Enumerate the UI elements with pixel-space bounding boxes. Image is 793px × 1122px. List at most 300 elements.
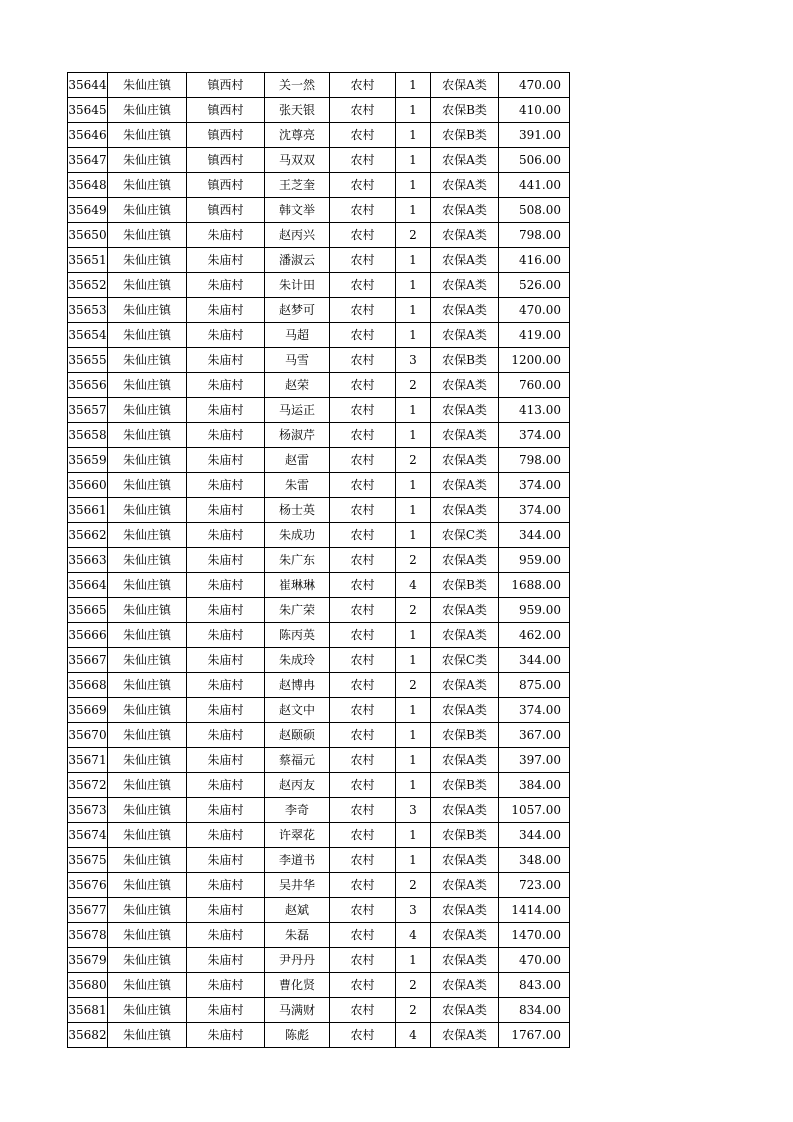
category-cell: 农保B类	[431, 573, 499, 598]
town-cell: 朱仙庄镇	[108, 148, 187, 173]
category-cell: 农保A类	[431, 848, 499, 873]
category-cell: 农保A类	[431, 173, 499, 198]
name-cell: 尹丹丹	[265, 948, 330, 973]
name-cell: 马满财	[265, 998, 330, 1023]
amount-cell: 959.00	[499, 548, 570, 573]
amount-cell: 526.00	[499, 273, 570, 298]
village-cell: 镇西村	[187, 123, 265, 148]
serial-cell: 35665	[68, 598, 108, 623]
area-cell: 农村	[330, 748, 396, 773]
serial-cell: 35674	[68, 823, 108, 848]
household-count-cell: 2	[396, 873, 431, 898]
table-row	[68, 848, 570, 873]
area-cell: 农村	[330, 273, 396, 298]
town-cell: 朱仙庄镇	[108, 198, 187, 223]
name-cell: 陈丙英	[265, 623, 330, 648]
serial-cell: 35670	[68, 723, 108, 748]
name-cell: 赵雷	[265, 448, 330, 473]
amount-cell: 344.00	[499, 823, 570, 848]
village-cell: 朱庙村	[187, 1023, 265, 1048]
household-count-cell: 1	[396, 498, 431, 523]
category-cell: 农保B类	[431, 98, 499, 123]
town-cell: 朱仙庄镇	[108, 623, 187, 648]
village-cell: 朱庙村	[187, 973, 265, 998]
amount-cell: 506.00	[499, 148, 570, 173]
name-cell: 赵梦可	[265, 298, 330, 323]
table-row	[68, 1023, 570, 1048]
household-count-cell: 1	[396, 523, 431, 548]
serial-cell: 35658	[68, 423, 108, 448]
name-cell: 李奇	[265, 798, 330, 823]
category-cell: 农保A类	[431, 398, 499, 423]
category-cell: 农保A类	[431, 148, 499, 173]
village-cell: 镇西村	[187, 73, 265, 98]
serial-cell: 35663	[68, 548, 108, 573]
serial-cell: 35678	[68, 923, 108, 948]
amount-cell: 374.00	[499, 473, 570, 498]
area-cell: 农村	[330, 973, 396, 998]
area-cell: 农村	[330, 373, 396, 398]
name-cell: 赵斌	[265, 898, 330, 923]
name-cell: 朱广荣	[265, 598, 330, 623]
serial-cell: 35662	[68, 523, 108, 548]
area-cell: 农村	[330, 298, 396, 323]
name-cell: 赵荣	[265, 373, 330, 398]
amount-cell: 374.00	[499, 423, 570, 448]
village-cell: 朱庙村	[187, 898, 265, 923]
table-row	[68, 998, 570, 1023]
amount-cell: 1200.00	[499, 348, 570, 373]
table-row	[68, 248, 570, 273]
serial-cell: 35675	[68, 848, 108, 873]
household-count-cell: 1	[396, 248, 431, 273]
table-row	[68, 98, 570, 123]
table-row	[68, 598, 570, 623]
name-cell: 朱成功	[265, 523, 330, 548]
area-cell: 农村	[330, 573, 396, 598]
village-cell: 镇西村	[187, 98, 265, 123]
category-cell: 农保A类	[431, 598, 499, 623]
household-count-cell: 1	[396, 948, 431, 973]
area-cell: 农村	[330, 848, 396, 873]
amount-cell: 1414.00	[499, 898, 570, 923]
name-cell: 关一然	[265, 73, 330, 98]
amount-cell: 834.00	[499, 998, 570, 1023]
area-cell: 农村	[330, 948, 396, 973]
household-count-cell: 2	[396, 223, 431, 248]
amount-cell: 374.00	[499, 498, 570, 523]
serial-cell: 35666	[68, 623, 108, 648]
amount-cell: 760.00	[499, 373, 570, 398]
village-cell: 朱庙村	[187, 648, 265, 673]
village-cell: 朱庙村	[187, 598, 265, 623]
household-count-cell: 1	[396, 123, 431, 148]
category-cell: 农保B类	[431, 348, 499, 373]
village-cell: 朱庙村	[187, 673, 265, 698]
serial-cell: 35681	[68, 998, 108, 1023]
roster-body	[68, 73, 570, 1048]
area-cell: 农村	[330, 173, 396, 198]
household-count-cell: 3	[396, 348, 431, 373]
village-cell: 朱庙村	[187, 398, 265, 423]
table-row	[68, 473, 570, 498]
village-cell: 朱庙村	[187, 823, 265, 848]
table-row	[68, 398, 570, 423]
table-row	[68, 748, 570, 773]
category-cell: 农保B类	[431, 773, 499, 798]
name-cell: 马雪	[265, 348, 330, 373]
village-cell: 朱庙村	[187, 498, 265, 523]
village-cell: 朱庙村	[187, 848, 265, 873]
household-count-cell: 2	[396, 548, 431, 573]
serial-cell: 35651	[68, 248, 108, 273]
household-count-cell: 1	[396, 623, 431, 648]
category-cell: 农保A类	[431, 1023, 499, 1048]
amount-cell: 843.00	[499, 973, 570, 998]
town-cell: 朱仙庄镇	[108, 98, 187, 123]
village-cell: 朱庙村	[187, 873, 265, 898]
serial-cell: 35644	[68, 73, 108, 98]
town-cell: 朱仙庄镇	[108, 498, 187, 523]
town-cell: 朱仙庄镇	[108, 548, 187, 573]
household-count-cell: 1	[396, 273, 431, 298]
amount-cell: 798.00	[499, 448, 570, 473]
village-cell: 朱庙村	[187, 298, 265, 323]
serial-cell: 35648	[68, 173, 108, 198]
name-cell: 王芝奎	[265, 173, 330, 198]
table-row	[68, 298, 570, 323]
household-count-cell: 1	[396, 323, 431, 348]
category-cell: 农保C类	[431, 523, 499, 548]
table-row	[68, 873, 570, 898]
household-count-cell: 1	[396, 73, 431, 98]
category-cell: 农保A类	[431, 698, 499, 723]
amount-cell: 1767.00	[499, 1023, 570, 1048]
area-cell: 农村	[330, 598, 396, 623]
town-cell: 朱仙庄镇	[108, 448, 187, 473]
table-row	[68, 823, 570, 848]
village-cell: 朱庙村	[187, 748, 265, 773]
serial-cell: 35671	[68, 748, 108, 773]
name-cell: 马运正	[265, 398, 330, 423]
table-row	[68, 223, 570, 248]
town-cell: 朱仙庄镇	[108, 473, 187, 498]
town-cell: 朱仙庄镇	[108, 673, 187, 698]
village-cell: 朱庙村	[187, 323, 265, 348]
name-cell: 赵文中	[265, 698, 330, 723]
serial-cell: 35647	[68, 148, 108, 173]
category-cell: 农保A类	[431, 423, 499, 448]
category-cell: 农保A类	[431, 323, 499, 348]
category-cell: 农保A类	[431, 198, 499, 223]
area-cell: 农村	[330, 648, 396, 673]
household-count-cell: 1	[396, 398, 431, 423]
table-row	[68, 73, 570, 98]
village-cell: 朱庙村	[187, 548, 265, 573]
roster-table	[67, 72, 570, 1048]
serial-cell: 35654	[68, 323, 108, 348]
name-cell: 潘淑云	[265, 248, 330, 273]
area-cell: 农村	[330, 623, 396, 648]
name-cell: 崔琳琳	[265, 573, 330, 598]
category-cell: 农保B类	[431, 723, 499, 748]
village-cell: 朱庙村	[187, 698, 265, 723]
amount-cell: 462.00	[499, 623, 570, 648]
area-cell: 农村	[330, 823, 396, 848]
village-cell: 朱庙村	[187, 948, 265, 973]
name-cell: 马双双	[265, 148, 330, 173]
area-cell: 农村	[330, 73, 396, 98]
area-cell: 农村	[330, 1023, 396, 1048]
area-cell: 农村	[330, 248, 396, 273]
household-count-cell: 4	[396, 1023, 431, 1048]
category-cell: 农保A类	[431, 373, 499, 398]
table-row	[68, 623, 570, 648]
table-row	[68, 373, 570, 398]
household-count-cell: 1	[396, 698, 431, 723]
village-cell: 朱庙村	[187, 523, 265, 548]
area-cell: 农村	[330, 448, 396, 473]
table-row	[68, 423, 570, 448]
household-count-cell: 1	[396, 473, 431, 498]
village-cell: 朱庙村	[187, 273, 265, 298]
village-cell: 镇西村	[187, 173, 265, 198]
amount-cell: 419.00	[499, 323, 570, 348]
table-row	[68, 798, 570, 823]
name-cell: 杨淑芹	[265, 423, 330, 448]
amount-cell: 367.00	[499, 723, 570, 748]
area-cell: 农村	[330, 473, 396, 498]
category-cell: 农保B类	[431, 823, 499, 848]
category-cell: 农保A类	[431, 948, 499, 973]
serial-cell: 35676	[68, 873, 108, 898]
name-cell: 蔡福元	[265, 748, 330, 773]
amount-cell: 391.00	[499, 123, 570, 148]
category-cell: 农保A类	[431, 923, 499, 948]
village-cell: 朱庙村	[187, 223, 265, 248]
town-cell: 朱仙庄镇	[108, 373, 187, 398]
town-cell: 朱仙庄镇	[108, 223, 187, 248]
serial-cell: 35679	[68, 948, 108, 973]
table-row	[68, 698, 570, 723]
household-count-cell: 1	[396, 748, 431, 773]
area-cell: 农村	[330, 348, 396, 373]
table-row	[68, 673, 570, 698]
table-row	[68, 773, 570, 798]
table-row	[68, 498, 570, 523]
village-cell: 朱庙村	[187, 998, 265, 1023]
household-count-cell: 4	[396, 573, 431, 598]
town-cell: 朱仙庄镇	[108, 723, 187, 748]
town-cell: 朱仙庄镇	[108, 798, 187, 823]
serial-cell: 35680	[68, 973, 108, 998]
area-cell: 农村	[330, 673, 396, 698]
serial-cell: 35656	[68, 373, 108, 398]
amount-cell: 508.00	[499, 198, 570, 223]
serial-cell: 35677	[68, 898, 108, 923]
village-cell: 朱庙村	[187, 923, 265, 948]
serial-cell: 35667	[68, 648, 108, 673]
category-cell: 农保A类	[431, 548, 499, 573]
name-cell: 许翠花	[265, 823, 330, 848]
serial-cell: 35672	[68, 773, 108, 798]
category-cell: 农保A类	[431, 73, 499, 98]
name-cell: 朱雷	[265, 473, 330, 498]
name-cell: 赵颐硕	[265, 723, 330, 748]
area-cell: 农村	[330, 123, 396, 148]
household-count-cell: 3	[396, 798, 431, 823]
category-cell: 农保A类	[431, 873, 499, 898]
town-cell: 朱仙庄镇	[108, 273, 187, 298]
name-cell: 吴井华	[265, 873, 330, 898]
serial-cell: 35673	[68, 798, 108, 823]
category-cell: 农保A类	[431, 298, 499, 323]
household-count-cell: 1	[396, 148, 431, 173]
name-cell: 朱磊	[265, 923, 330, 948]
serial-cell: 35660	[68, 473, 108, 498]
town-cell: 朱仙庄镇	[108, 873, 187, 898]
town-cell: 朱仙庄镇	[108, 948, 187, 973]
amount-cell: 875.00	[499, 673, 570, 698]
household-count-cell: 1	[396, 723, 431, 748]
household-count-cell: 2	[396, 598, 431, 623]
household-count-cell: 1	[396, 98, 431, 123]
town-cell: 朱仙庄镇	[108, 748, 187, 773]
name-cell: 马超	[265, 323, 330, 348]
town-cell: 朱仙庄镇	[108, 998, 187, 1023]
amount-cell: 384.00	[499, 773, 570, 798]
household-count-cell: 4	[396, 923, 431, 948]
table-row	[68, 148, 570, 173]
amount-cell: 798.00	[499, 223, 570, 248]
village-cell: 朱庙村	[187, 248, 265, 273]
village-cell: 朱庙村	[187, 773, 265, 798]
amount-cell: 348.00	[499, 848, 570, 873]
area-cell: 农村	[330, 98, 396, 123]
town-cell: 朱仙庄镇	[108, 348, 187, 373]
household-count-cell: 3	[396, 898, 431, 923]
category-cell: 农保A类	[431, 273, 499, 298]
town-cell: 朱仙庄镇	[108, 923, 187, 948]
amount-cell: 1057.00	[499, 798, 570, 823]
town-cell: 朱仙庄镇	[108, 123, 187, 148]
amount-cell: 470.00	[499, 948, 570, 973]
category-cell: 农保B类	[431, 123, 499, 148]
area-cell: 农村	[330, 923, 396, 948]
serial-cell: 35657	[68, 398, 108, 423]
town-cell: 朱仙庄镇	[108, 648, 187, 673]
table-row	[68, 923, 570, 948]
village-cell: 朱庙村	[187, 623, 265, 648]
name-cell: 韩文举	[265, 198, 330, 223]
village-cell: 朱庙村	[187, 573, 265, 598]
name-cell: 沈尊亮	[265, 123, 330, 148]
category-cell: 农保A类	[431, 473, 499, 498]
serial-cell: 35655	[68, 348, 108, 373]
table-row	[68, 898, 570, 923]
table-row	[68, 348, 570, 373]
name-cell: 曹化贤	[265, 973, 330, 998]
category-cell: 农保A类	[431, 998, 499, 1023]
area-cell: 农村	[330, 548, 396, 573]
table-row	[68, 548, 570, 573]
town-cell: 朱仙庄镇	[108, 423, 187, 448]
category-cell: 农保A类	[431, 973, 499, 998]
amount-cell: 441.00	[499, 173, 570, 198]
area-cell: 农村	[330, 898, 396, 923]
town-cell: 朱仙庄镇	[108, 598, 187, 623]
table-row	[68, 648, 570, 673]
serial-cell: 35649	[68, 198, 108, 223]
name-cell: 李道书	[265, 848, 330, 873]
amount-cell: 344.00	[499, 648, 570, 673]
area-cell: 农村	[330, 323, 396, 348]
amount-cell: 470.00	[499, 73, 570, 98]
serial-cell: 35668	[68, 673, 108, 698]
household-count-cell: 2	[396, 973, 431, 998]
village-cell: 朱庙村	[187, 798, 265, 823]
table-row	[68, 723, 570, 748]
category-cell: 农保A类	[431, 748, 499, 773]
amount-cell: 344.00	[499, 523, 570, 548]
table-row	[68, 523, 570, 548]
area-cell: 农村	[330, 773, 396, 798]
amount-cell: 410.00	[499, 98, 570, 123]
area-cell: 农村	[330, 998, 396, 1023]
serial-cell: 35659	[68, 448, 108, 473]
serial-cell: 35661	[68, 498, 108, 523]
area-cell: 农村	[330, 498, 396, 523]
serial-cell: 35653	[68, 298, 108, 323]
area-cell: 农村	[330, 523, 396, 548]
name-cell: 朱广东	[265, 548, 330, 573]
name-cell: 朱成玲	[265, 648, 330, 673]
town-cell: 朱仙庄镇	[108, 248, 187, 273]
table-row	[68, 948, 570, 973]
area-cell: 农村	[330, 198, 396, 223]
category-cell: 农保A类	[431, 623, 499, 648]
household-count-cell: 1	[396, 648, 431, 673]
area-cell: 农村	[330, 873, 396, 898]
amount-cell: 1470.00	[499, 923, 570, 948]
name-cell: 赵丙友	[265, 773, 330, 798]
household-count-cell: 1	[396, 173, 431, 198]
amount-cell: 723.00	[499, 873, 570, 898]
town-cell: 朱仙庄镇	[108, 1023, 187, 1048]
serial-cell: 35650	[68, 223, 108, 248]
serial-cell: 35669	[68, 698, 108, 723]
household-count-cell: 2	[396, 373, 431, 398]
serial-cell: 35652	[68, 273, 108, 298]
amount-cell: 413.00	[499, 398, 570, 423]
category-cell: 农保A类	[431, 248, 499, 273]
area-cell: 农村	[330, 423, 396, 448]
serial-cell: 35664	[68, 573, 108, 598]
table-row	[68, 573, 570, 598]
amount-cell: 470.00	[499, 298, 570, 323]
village-cell: 朱庙村	[187, 423, 265, 448]
village-cell: 朱庙村	[187, 373, 265, 398]
amount-cell: 374.00	[499, 698, 570, 723]
household-count-cell: 1	[396, 423, 431, 448]
town-cell: 朱仙庄镇	[108, 173, 187, 198]
amount-cell: 397.00	[499, 748, 570, 773]
category-cell: 农保A类	[431, 448, 499, 473]
town-cell: 朱仙庄镇	[108, 973, 187, 998]
town-cell: 朱仙庄镇	[108, 898, 187, 923]
serial-cell: 35645	[68, 98, 108, 123]
table-row	[68, 448, 570, 473]
